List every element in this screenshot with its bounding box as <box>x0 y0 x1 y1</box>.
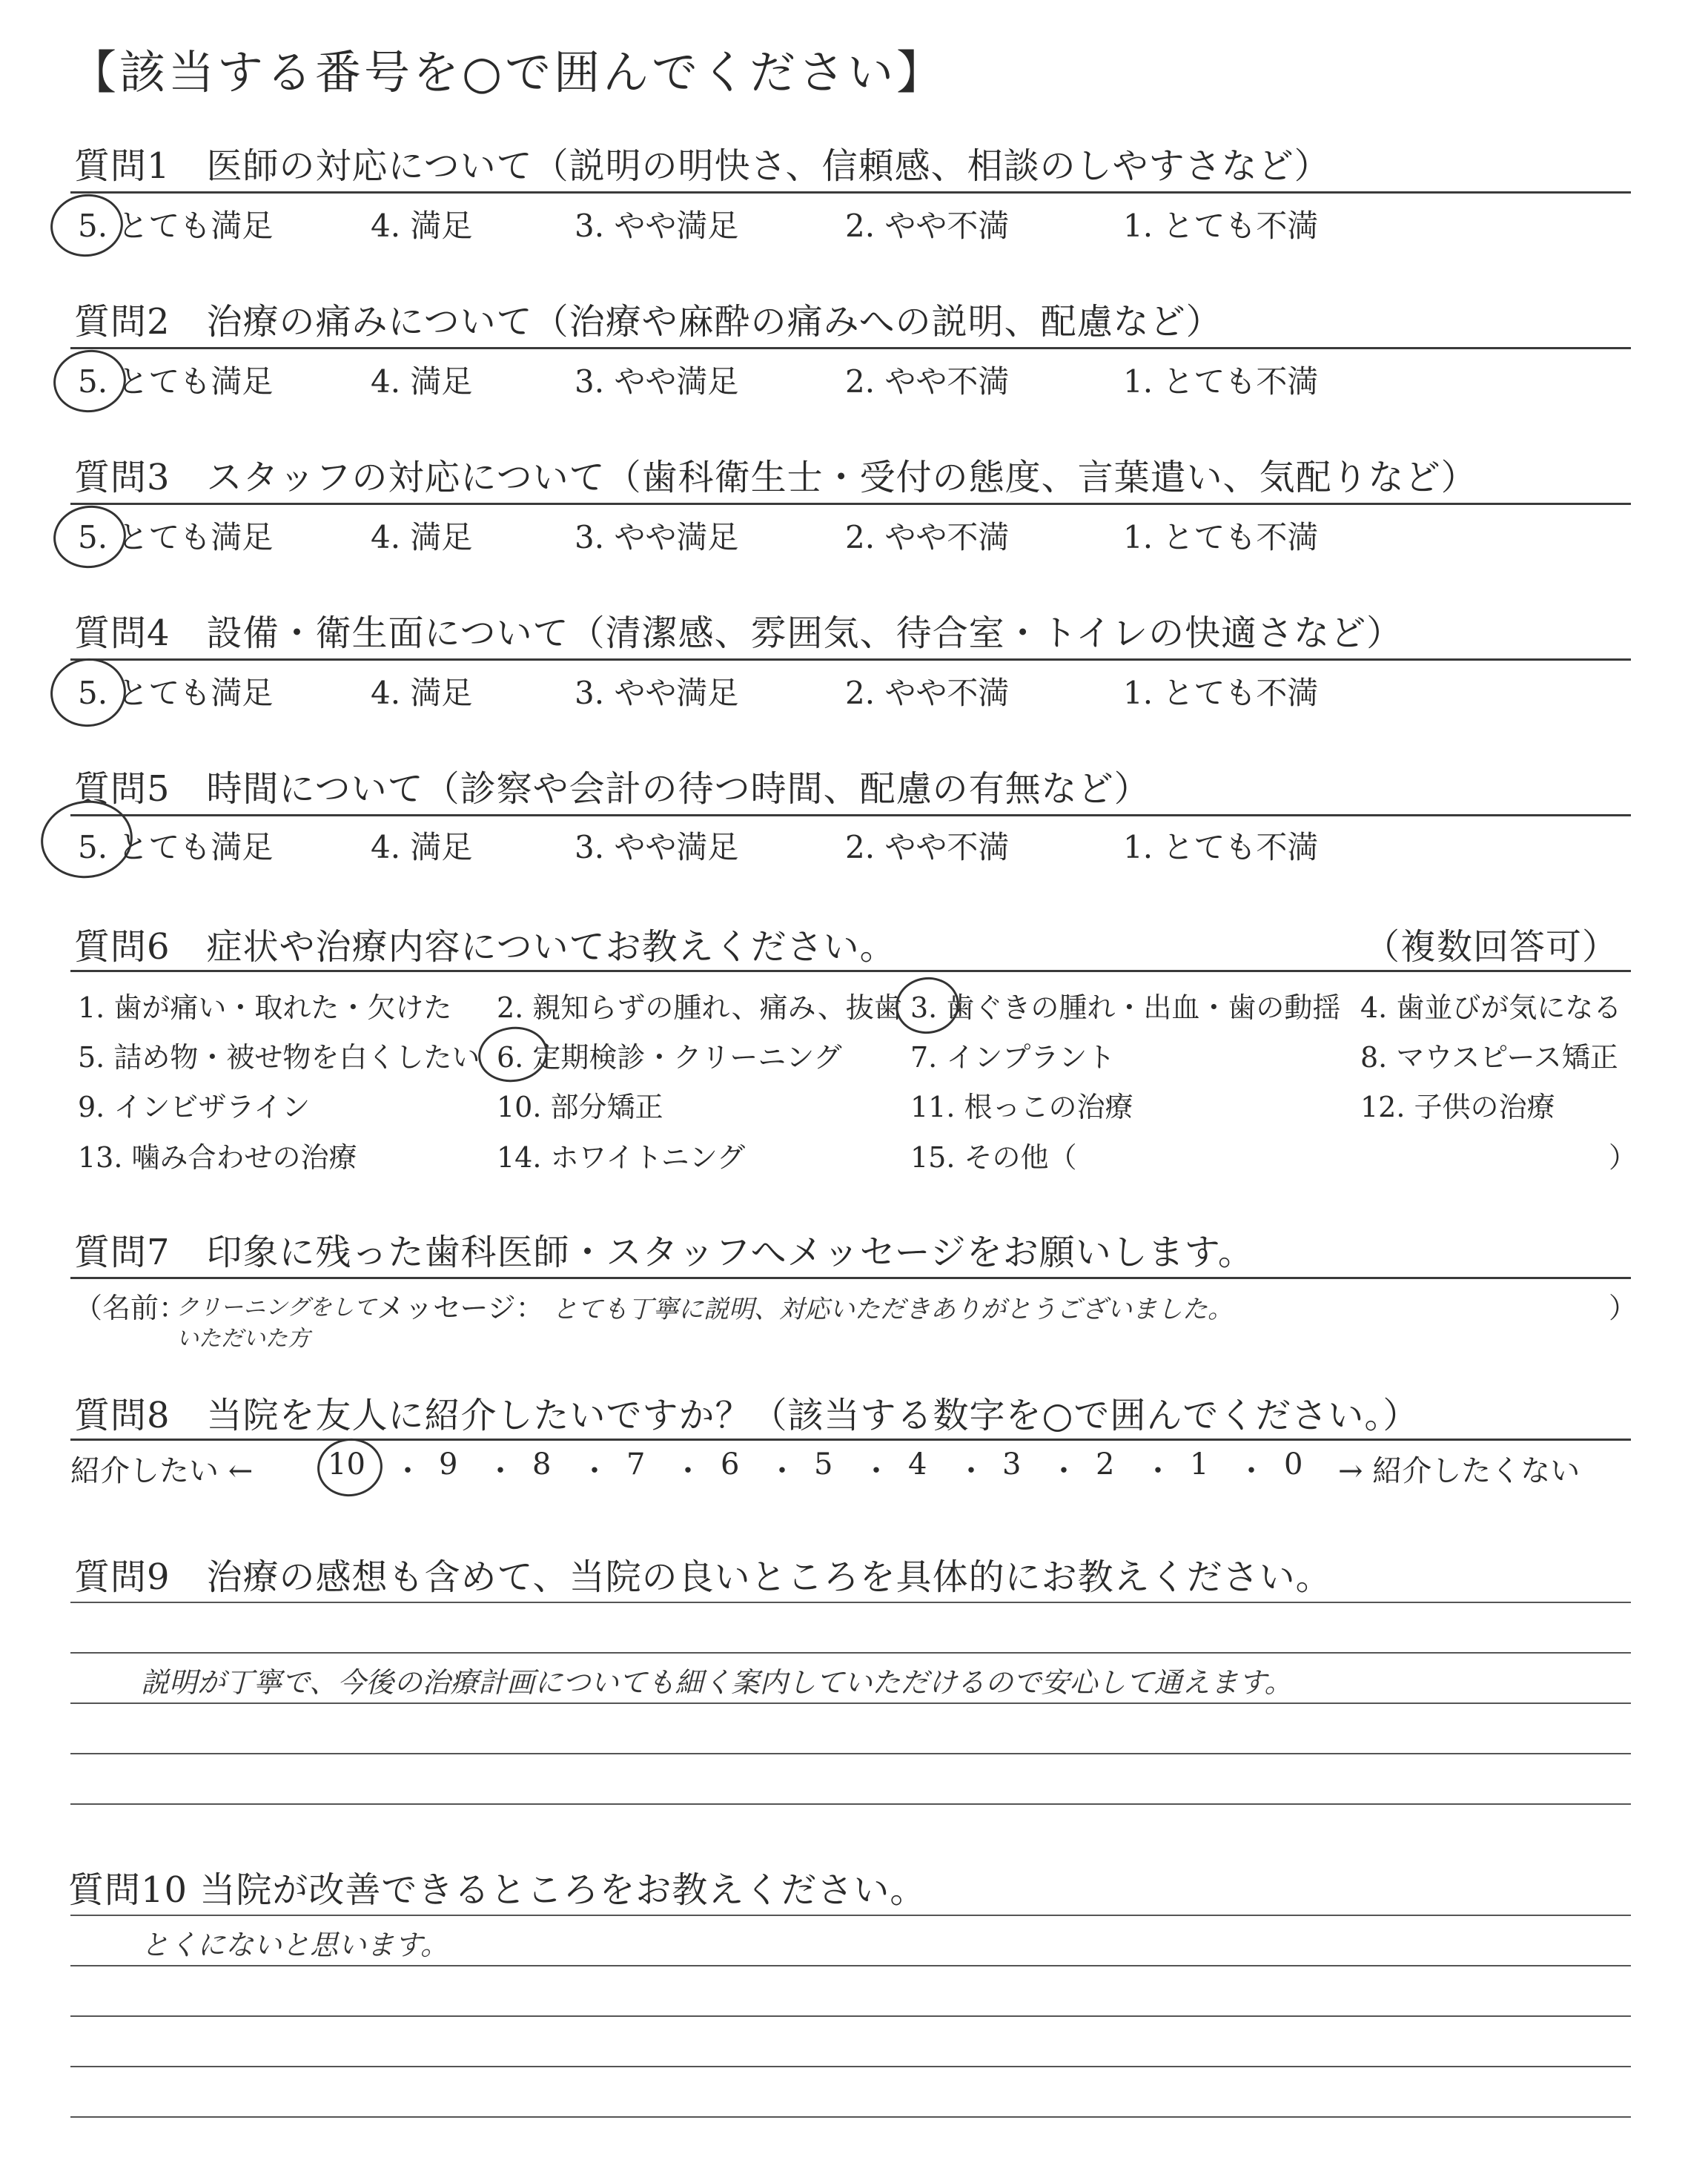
q3-option-2[interactable]: 2. やや不満 <box>845 519 1010 555</box>
q8-value-8[interactable]: 8 <box>532 1447 552 1482</box>
q8-value-4[interactable]: 4 <box>908 1447 927 1482</box>
q8-separator: ・ <box>956 1454 986 1488</box>
q2-option-5[interactable]: 5. とても満足 <box>78 363 274 400</box>
q5-option-2[interactable]: 2. やや不満 <box>845 829 1010 865</box>
q8-right-label: → 紹介したくない <box>1338 1454 1580 1488</box>
answer-line <box>70 1702 1631 1704</box>
q7-name-value-line1[interactable]: クリーニングをして <box>176 1295 377 1321</box>
q6-option-3[interactable]: 3. 歯ぐきの腫れ・出血・歯の動揺 <box>910 991 1341 1024</box>
q2-option-4[interactable]: 4. 満足 <box>371 363 473 400</box>
q5-option-1[interactable]: 1. とても不満 <box>1123 829 1319 865</box>
q6-option-5[interactable]: 5. 詰め物・被せ物を白くしたい <box>78 1041 480 1074</box>
q8-left-label: 紹介したい ← <box>70 1454 254 1488</box>
divider <box>70 658 1631 661</box>
question-7: 質問7 印象に残った歯科医師・スタッフへメッセージをお願いします。 <box>74 1232 1254 1273</box>
form-title: 【該当する番号を○で囲んでください】 <box>70 45 946 99</box>
q6-option-13[interactable]: 13. 噛み合わせの治療 <box>78 1141 357 1174</box>
q8-value-3[interactable]: 3 <box>1002 1447 1022 1482</box>
q8-value-5[interactable]: 5 <box>814 1447 833 1482</box>
q1-option-1[interactable]: 1. とても不満 <box>1123 208 1319 244</box>
divider <box>70 191 1631 194</box>
q4-option-4[interactable]: 4. 満足 <box>371 675 473 711</box>
q8-separator: ・ <box>673 1454 703 1488</box>
q6-option-9[interactable]: 9. インビザライン <box>78 1091 311 1123</box>
q7-message-label: メッセージ： <box>377 1292 544 1324</box>
q9-answer-text[interactable]: 説明が丁寧で、今後の治療計画についても細く案内していただけるので安心して通えます。 <box>141 1666 1293 1699</box>
q4-option-5[interactable]: 5. とても満足 <box>78 675 274 711</box>
question-10: 質問10 当院が改善できるところをお教えください。 <box>68 1869 927 1911</box>
answer-line <box>70 1753 1631 1754</box>
q3-option-1[interactable]: 1. とても不満 <box>1123 519 1319 555</box>
q6-option-10[interactable]: 10. 部分矯正 <box>497 1091 663 1123</box>
question-9: 質問9 治療の感想も含めて、当院の良いところを具体的にお教えください。 <box>74 1556 1332 1598</box>
q8-value-1[interactable]: 1 <box>1190 1447 1209 1482</box>
q5-option-4[interactable]: 4. 満足 <box>371 829 473 865</box>
q5-option-5[interactable]: 5. とても満足 <box>78 829 274 865</box>
q6-option-2[interactable]: 2. 親知らずの腫れ、痛み、抜歯 <box>497 991 902 1024</box>
q4-option-3[interactable]: 3. やや満足 <box>575 675 739 711</box>
answer-line <box>70 1803 1631 1805</box>
question-8: 質問8 当院を友人に紹介したいですか？（該当する数字を○で囲んでください。） <box>74 1395 1420 1436</box>
q8-separator: ・ <box>393 1454 423 1488</box>
q1-option-3[interactable]: 3. やや満足 <box>575 208 739 244</box>
question-6: 質問6 症状や治療内容についてお教えください。 <box>74 926 896 968</box>
q8-value-6[interactable]: 6 <box>721 1447 740 1482</box>
q8-value-2[interactable]: 2 <box>1096 1447 1115 1482</box>
q5-option-3[interactable]: 3. やや満足 <box>575 829 739 865</box>
answer-line <box>70 2116 1631 2118</box>
answer-line <box>70 1652 1631 1654</box>
divider <box>70 347 1631 349</box>
q3-option-4[interactable]: 4. 満足 <box>371 519 473 555</box>
q1-option-5[interactable]: 5. とても満足 <box>78 208 274 244</box>
q8-value-9[interactable]: 9 <box>439 1447 458 1482</box>
q6-option-6[interactable]: 6. 定期検診・クリーニング <box>497 1041 842 1074</box>
q6-other-close: ） <box>1609 1141 1638 1174</box>
q6-option-11[interactable]: 11. 根っこの治療 <box>910 1091 1133 1123</box>
answer-line <box>70 1602 1631 1603</box>
answer-line <box>70 2066 1631 2067</box>
question-5: 質問5 時間について（診察や会計の待つ時間、配慮の有無など） <box>74 768 1151 810</box>
q8-separator: ・ <box>1049 1454 1079 1488</box>
question-1: 質問1 医師の対応について（説明の明快さ、信頼感、相談のしやすさなど） <box>74 145 1331 187</box>
q7-message-value[interactable]: とても丁寧に説明、対応いただきありがとうございました。 <box>552 1295 1233 1324</box>
q4-option-1[interactable]: 1. とても不満 <box>1123 675 1319 711</box>
q6-option-1[interactable]: 1. 歯が痛い・取れた・欠けた <box>78 991 452 1024</box>
q8-separator: ・ <box>1237 1454 1266 1488</box>
answer-line <box>70 2015 1631 2017</box>
question-3: 質問3 スタッフの対応について（歯科衛生士・受付の態度、言葉遣い、気配りなど） <box>74 457 1477 498</box>
q6-option-8[interactable]: 8. マウスピース矯正 <box>1360 1041 1618 1074</box>
q8-separator: ・ <box>580 1454 609 1488</box>
question-4: 質問4 設備・衛生面について（清潔感、雰囲気、待合室・トイレの快適さなど） <box>74 612 1403 654</box>
q3-option-5[interactable]: 5. とても満足 <box>78 519 274 555</box>
q8-separator: ・ <box>767 1454 797 1488</box>
q6-option-15[interactable]: 15. その他（ <box>910 1141 1077 1174</box>
q6-option-7[interactable]: 7. インプラント <box>910 1041 1116 1074</box>
q8-separator: ・ <box>1143 1454 1173 1488</box>
q8-value-10[interactable]: 10 <box>328 1447 365 1482</box>
q8-value-0[interactable]: 0 <box>1284 1447 1303 1482</box>
divider <box>70 1439 1631 1441</box>
q7-close: ） <box>1609 1292 1638 1324</box>
q8-value-7[interactable]: 7 <box>626 1447 646 1482</box>
divider <box>70 814 1631 816</box>
q7-name-value-line2[interactable]: いただいた方 <box>176 1326 310 1352</box>
divider <box>70 503 1631 505</box>
answer-line <box>70 1965 1631 1966</box>
divider <box>70 970 1631 972</box>
divider <box>70 1277 1631 1279</box>
question-2: 質問2 治療の痛みについて（治療や麻酔の痛みへの説明、配慮など） <box>74 301 1222 343</box>
q4-option-2[interactable]: 2. やや不満 <box>845 675 1010 711</box>
q1-option-2[interactable]: 2. やや不満 <box>845 208 1010 244</box>
q10-answer-text[interactable]: とくにないと思います。 <box>141 1929 448 1961</box>
q6-option-12[interactable]: 12. 子供の治療 <box>1360 1091 1555 1123</box>
q2-option-1[interactable]: 1. とても不満 <box>1123 363 1319 400</box>
q3-option-3[interactable]: 3. やや満足 <box>575 519 739 555</box>
q2-option-3[interactable]: 3. やや満足 <box>575 363 739 400</box>
q8-separator: ・ <box>486 1454 515 1488</box>
q8-separator: ・ <box>861 1454 891 1488</box>
q2-option-2[interactable]: 2. やや不満 <box>845 363 1010 400</box>
answer-line <box>70 1915 1631 1916</box>
q1-option-4[interactable]: 4. 満足 <box>371 208 473 244</box>
q6-option-14[interactable]: 14. ホワイトニング <box>497 1141 746 1174</box>
q7-name-label: （名前： <box>74 1292 188 1324</box>
question-6-note: （複数回答可） <box>1364 926 1619 968</box>
q6-option-4[interactable]: 4. 歯並びが気になる <box>1360 991 1622 1024</box>
